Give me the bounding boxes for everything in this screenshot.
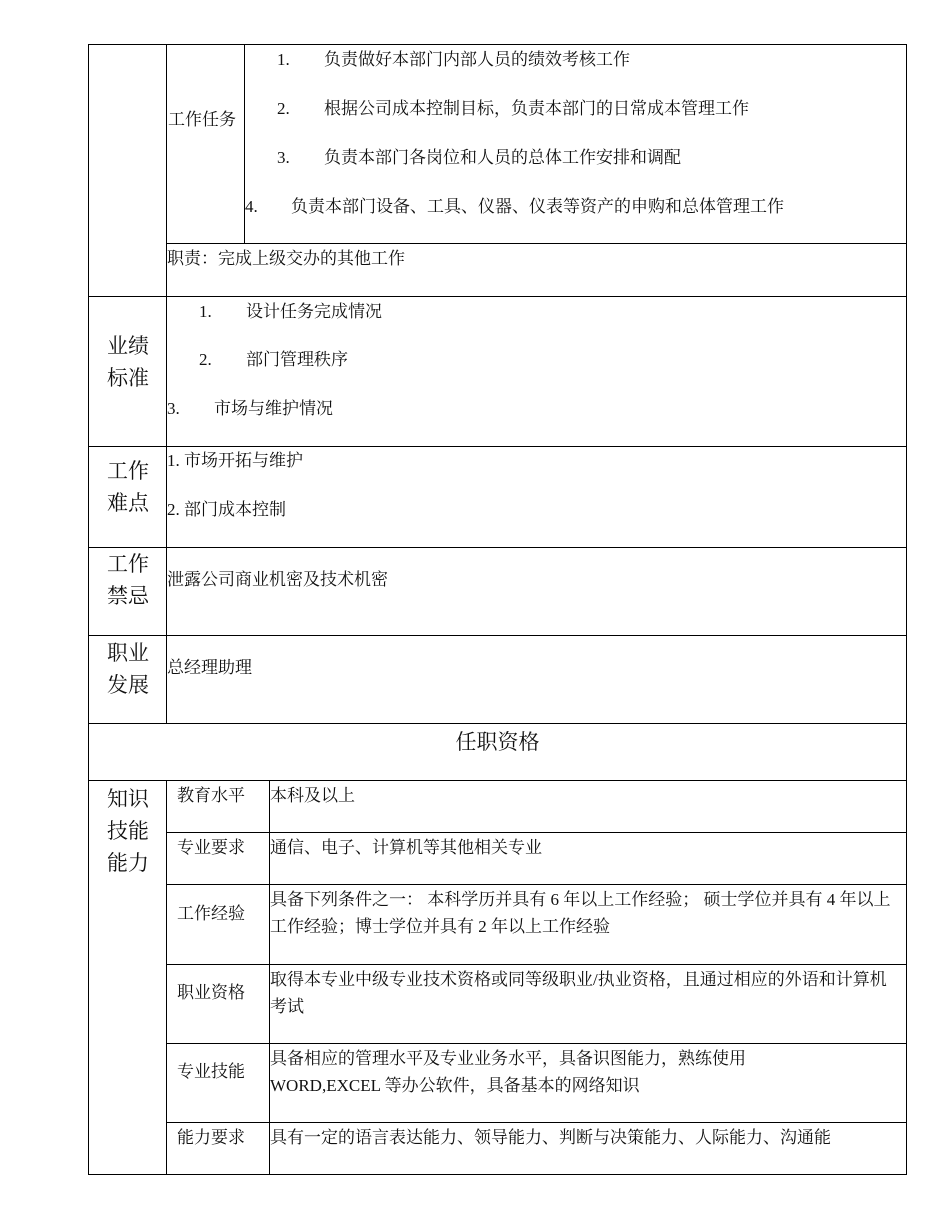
qualification-title: 任职资格 [455,730,540,754]
knowledge-label: 知识技能能力 [107,787,149,875]
divider-kr5 [166,1122,907,1123]
task-3-text: 负责本部门各岗位和人员的总体工作安排和调配 [324,148,681,167]
divider-kr2 [166,884,907,885]
performance-2-number: 2. [199,350,212,369]
duty-text: 职责：完成上级交办的其他工作 [167,249,405,268]
divider-knowledge [88,780,907,781]
certification-value: 取得本专业中级专业技术资格或同等级职业/执业资格，且通过相应的外语和计算机考试 [270,970,887,1016]
experience-label: 工作经验 [177,904,245,923]
experience-value: 具备下列条件之一： 本科学历并具有 6 年以上工作经验； 硕士学位并具有 4 年以上工作经验；博士学位并具有 2 年以上工作经验 [270,890,891,936]
career-text: 总经理助理 [167,658,252,677]
ability-value: 具有一定的语言表达能力、领导能力、判断与决策能力、人际能力、沟通能 [270,1128,831,1147]
divider-qualification [88,723,907,724]
performance-2-text: 部门管理秩序 [246,350,348,369]
divider-career [88,635,907,636]
task-4-number: 4. [245,197,258,216]
divider-left-column [166,44,167,723]
major-value: 通信、电子、计算机等其他相关专业 [270,838,542,857]
difficulty-1: 1. 市场开拓与维护 [167,451,303,470]
task-4-text: 负责本部门设备、工具、仪器、仪表等资产的申购和总体管理工作 [291,197,784,216]
divider-kr1 [166,832,907,833]
education-label: 教育水平 [177,786,245,805]
divider-taboo [88,547,907,548]
taboo-label: 工作禁忌 [107,552,149,608]
performance-1-text: 设计任务完成情况 [246,302,382,321]
ability-label: 能力要求 [177,1128,245,1147]
divider-duty [166,243,907,244]
task-2-text: 根据公司成本控制目标，负责本部门的日常成本管理工作 [324,99,749,118]
skills-label: 专业技能 [177,1062,245,1081]
task-3-number: 3. [277,148,290,167]
task-1-text: 负责做好本部门内部人员的绩效考核工作 [324,50,630,69]
work-tasks-label: 工作任务 [168,110,236,129]
skills-value: 具备相应的管理水平及专业业务水平，具备识图能力，熟练使用 WORD,EXCEL 等办公软件，具备基本的网络知识 [270,1049,746,1095]
task-2-number: 2. [277,99,290,118]
task-1-number: 1. [277,50,290,69]
divider-performance [88,296,907,297]
performance-1-number: 1. [199,302,212,321]
education-value: 本科及以上 [270,786,355,805]
divider-kr4 [166,1043,907,1044]
major-label: 专业要求 [177,838,245,857]
performance-3-number: 3. [167,399,180,418]
divider-difficulty [88,446,907,447]
divider-left-column-lower [166,780,167,1175]
career-label: 职业发展 [107,641,149,697]
performance-label: 业绩标准 [107,334,149,390]
difficulty-2: 2. 部门成本控制 [167,500,286,519]
certification-label: 职业资格 [177,983,245,1002]
difficulty-label: 工作难点 [107,459,149,515]
taboo-text: 泄露公司商业机密及技术机密 [167,570,388,589]
divider-kr3 [166,964,907,965]
performance-3-text: 市场与维护情况 [214,399,333,418]
